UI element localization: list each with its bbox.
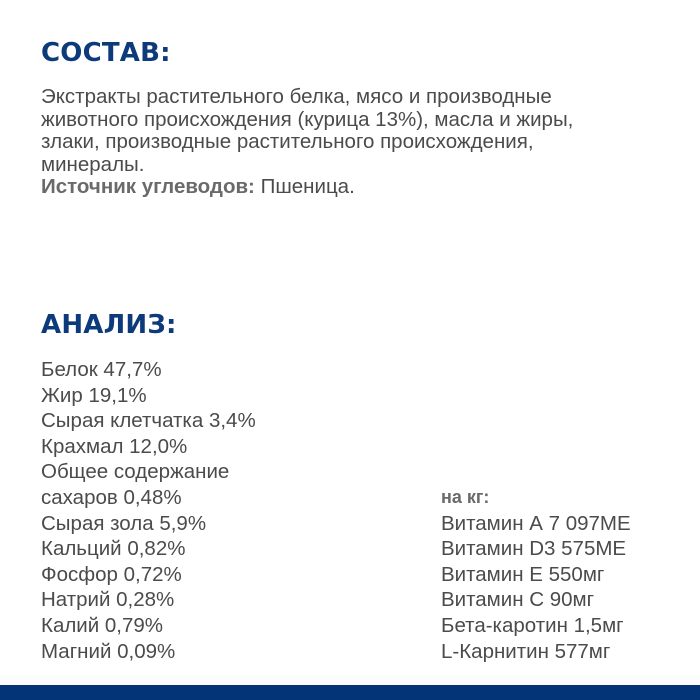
analysis-item: Фосфор 0,72% [41,562,182,586]
analysis-item: Жир 19,1% [41,383,147,407]
per-kg-block [441,485,631,664]
analysis-item: Кальций 0,82% [41,537,186,561]
composition-text [41,86,681,199]
vitamin-item: Витамин С 90мг [441,588,595,612]
footer-fade [0,675,700,685]
composition-line: минералы. [41,152,145,176]
analysis-item: Белок 47,7% [41,358,162,381]
vitamin-item: Витамин D3 575МЕ [441,537,627,561]
carb-source-label: Источник углеводов: [41,175,255,198]
composition-title: СОСТАВ: [41,38,171,68]
composition-line: животного происхождения (курица 13%), масла и жиры, [41,107,574,131]
analysis-item: сахаров 0,48% [41,485,182,509]
analysis-list [41,357,256,664]
per-kg-label: на кг: [441,487,490,507]
analysis-item: Магний 0,09% [41,639,176,663]
analysis-item: Натрий 0,28% [41,588,175,612]
analysis-item: Крахмал 12,0% [41,434,188,458]
analysis-item: Общее содержание [41,460,230,484]
vitamin-item: Витамин А 7 097МЕ [441,511,631,535]
composition-line: злаки, производные растительного происхождения, [41,130,534,153]
analysis-item: Калий 0,79% [41,613,164,637]
footer-bar [0,685,700,700]
carb-source-value: Пшеница. [254,175,355,198]
composition-line: Экстракты растительного белка, мясо и производные [41,85,552,108]
analysis-title: АНАЛИЗ: [41,310,177,340]
vitamin-item: Бета-каротин 1,5мг [441,613,624,637]
carb-source [41,176,681,199]
vitamin-item: L-Карнитин 577мг [441,639,611,663]
analysis-item: Сырая клетчатка 3,4% [41,409,256,433]
vitamin-list [441,511,631,665]
vitamin-item: Витамин Е 550мг [441,562,605,586]
analysis-item: Сырая зола 5,9% [41,511,207,535]
